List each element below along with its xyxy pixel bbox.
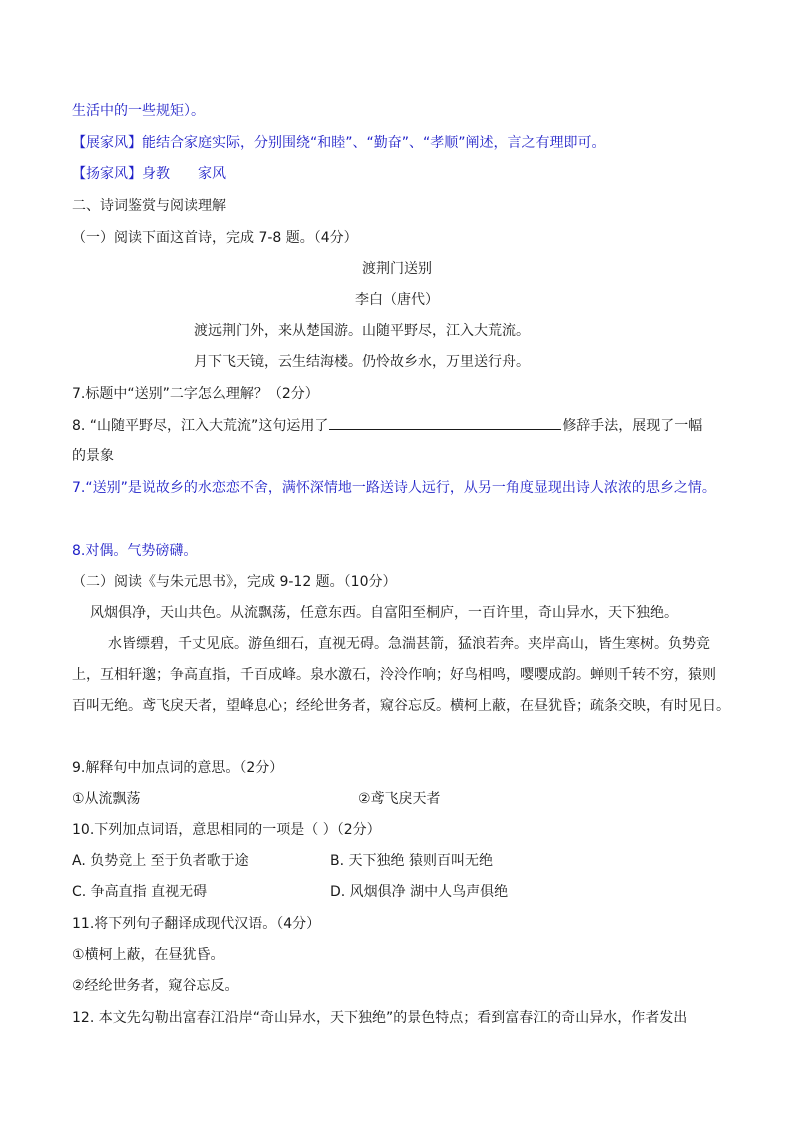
question-11-item-2: ②经纶世务者，窥谷忘反。	[72, 978, 239, 994]
poem-line-2: 月下飞天镜，云生结海楼。仍怜故乡水，万里送行舟。	[194, 354, 530, 370]
q10-option-a[interactable]: A. 负势竞上 至于负者歌于途	[72, 853, 249, 869]
answer-yang-jiafeng	[72, 164, 226, 184]
q10-option-d[interactable]: D. 风烟俱净 湖中人鸟声俱绝	[330, 884, 509, 900]
answer-8: 8.对偶。气势磅礴。	[72, 543, 198, 559]
question-12: 12. 本文先勾勒出富春江沿岸“奇山异水，天下独绝”的景色特点；看到富春江的奇山异水，作者发出	[72, 1010, 688, 1026]
yang-label: 【扬家风】	[72, 166, 142, 182]
question-7: 7.标题中“送别”二字怎么理解？（2分）	[72, 386, 319, 402]
answer-line-rules: 生活中的一些规矩）。	[72, 103, 205, 119]
question-10-row-1	[72, 851, 493, 871]
poem-line-1: 渡远荆门外，来从楚国游。山随平野尽，江入大荒流。	[194, 323, 530, 339]
q9-item-2: ②鸢飞戾天者	[358, 791, 441, 807]
answer-7: 7.“送别”是说故乡的水恋恋不舍，满怀深情地一路送诗人远行，从另一角度显现出诗人浓浓的思乡之情。	[72, 480, 716, 496]
q9-item-1: ①从流飘荡	[72, 791, 141, 807]
question-10-row-2	[72, 882, 509, 902]
question-9-items	[72, 789, 441, 809]
passage-paragraph-2-line-3: 百叫无绝。鸢飞戾天者，望峰息心；经纶世务者，窥谷忘反。横柯上蔽，在昼犹昏；疏条交映，有时见日。	[72, 698, 730, 714]
poem-title: 渡荆门送别	[362, 261, 432, 277]
passage-paragraph-2-line-2: 上，互相轩邈；争高直指，千百成峰。泉水激石，泠泠作响；好鸟相鸣，嘤嘤成韵。蝉则千转不穷，猿则	[72, 667, 716, 683]
q8-answer-blank[interactable]	[329, 415, 561, 430]
passage-paragraph-1: 风烟俱净，天山共色。从流飘荡，任意东西。自富阳至桐庐，一百许里，奇山异水，天下独绝。	[90, 605, 678, 621]
q10-option-b[interactable]: B. 天下独绝 猿则百叫无绝	[330, 853, 493, 869]
question-9: 9.解释句中加点词的意思。（2分）	[72, 760, 284, 776]
zhan-label: 【展家风】	[72, 135, 142, 151]
q10-option-c[interactable]: C. 争高直指 直视无碍	[72, 884, 208, 900]
question-10: 10.下列加点词语，意思相同的一项是（ ）（2分）	[72, 822, 381, 838]
question-8	[72, 415, 702, 436]
yang-answer-1: 身教	[142, 166, 170, 182]
q8-text-b: 修辞手法，展现了一幅	[562, 418, 703, 434]
yang-answer-2: 家风	[198, 166, 226, 182]
poem-author: 李白（唐代）	[355, 292, 439, 308]
part2-intro: （二）阅读《与朱元思书》，完成 9-12 题。（10分）	[72, 574, 397, 590]
answer-zhan-jiafeng	[72, 133, 606, 153]
q8-text-a: 8. “山随平野尽，江入大荒流”这句运用了	[72, 418, 329, 434]
part1-intro: （一）阅读下面这首诗，完成 7-8 题。（4分）	[72, 230, 358, 246]
question-11-item-1: ①横柯上蔽，在昼犹昏。	[72, 947, 225, 963]
question-11: 11.将下列句子翻译成现代汉语。（4分）	[72, 916, 321, 932]
section-title: 二、诗词鉴赏与阅读理解	[72, 198, 226, 214]
question-8-cont: 的景象	[72, 448, 114, 464]
passage-paragraph-2-line-1: 水皆缥碧，千丈见底。游鱼细石，直视无碍。急湍甚箭，猛浪若奔。夹岸高山，皆生寒树。负势竞	[108, 636, 710, 652]
zhan-text: 能结合家庭实际，分别围绕“和睦”、“勤奋”、“孝顺”阐述，言之有理即可。	[142, 135, 606, 151]
